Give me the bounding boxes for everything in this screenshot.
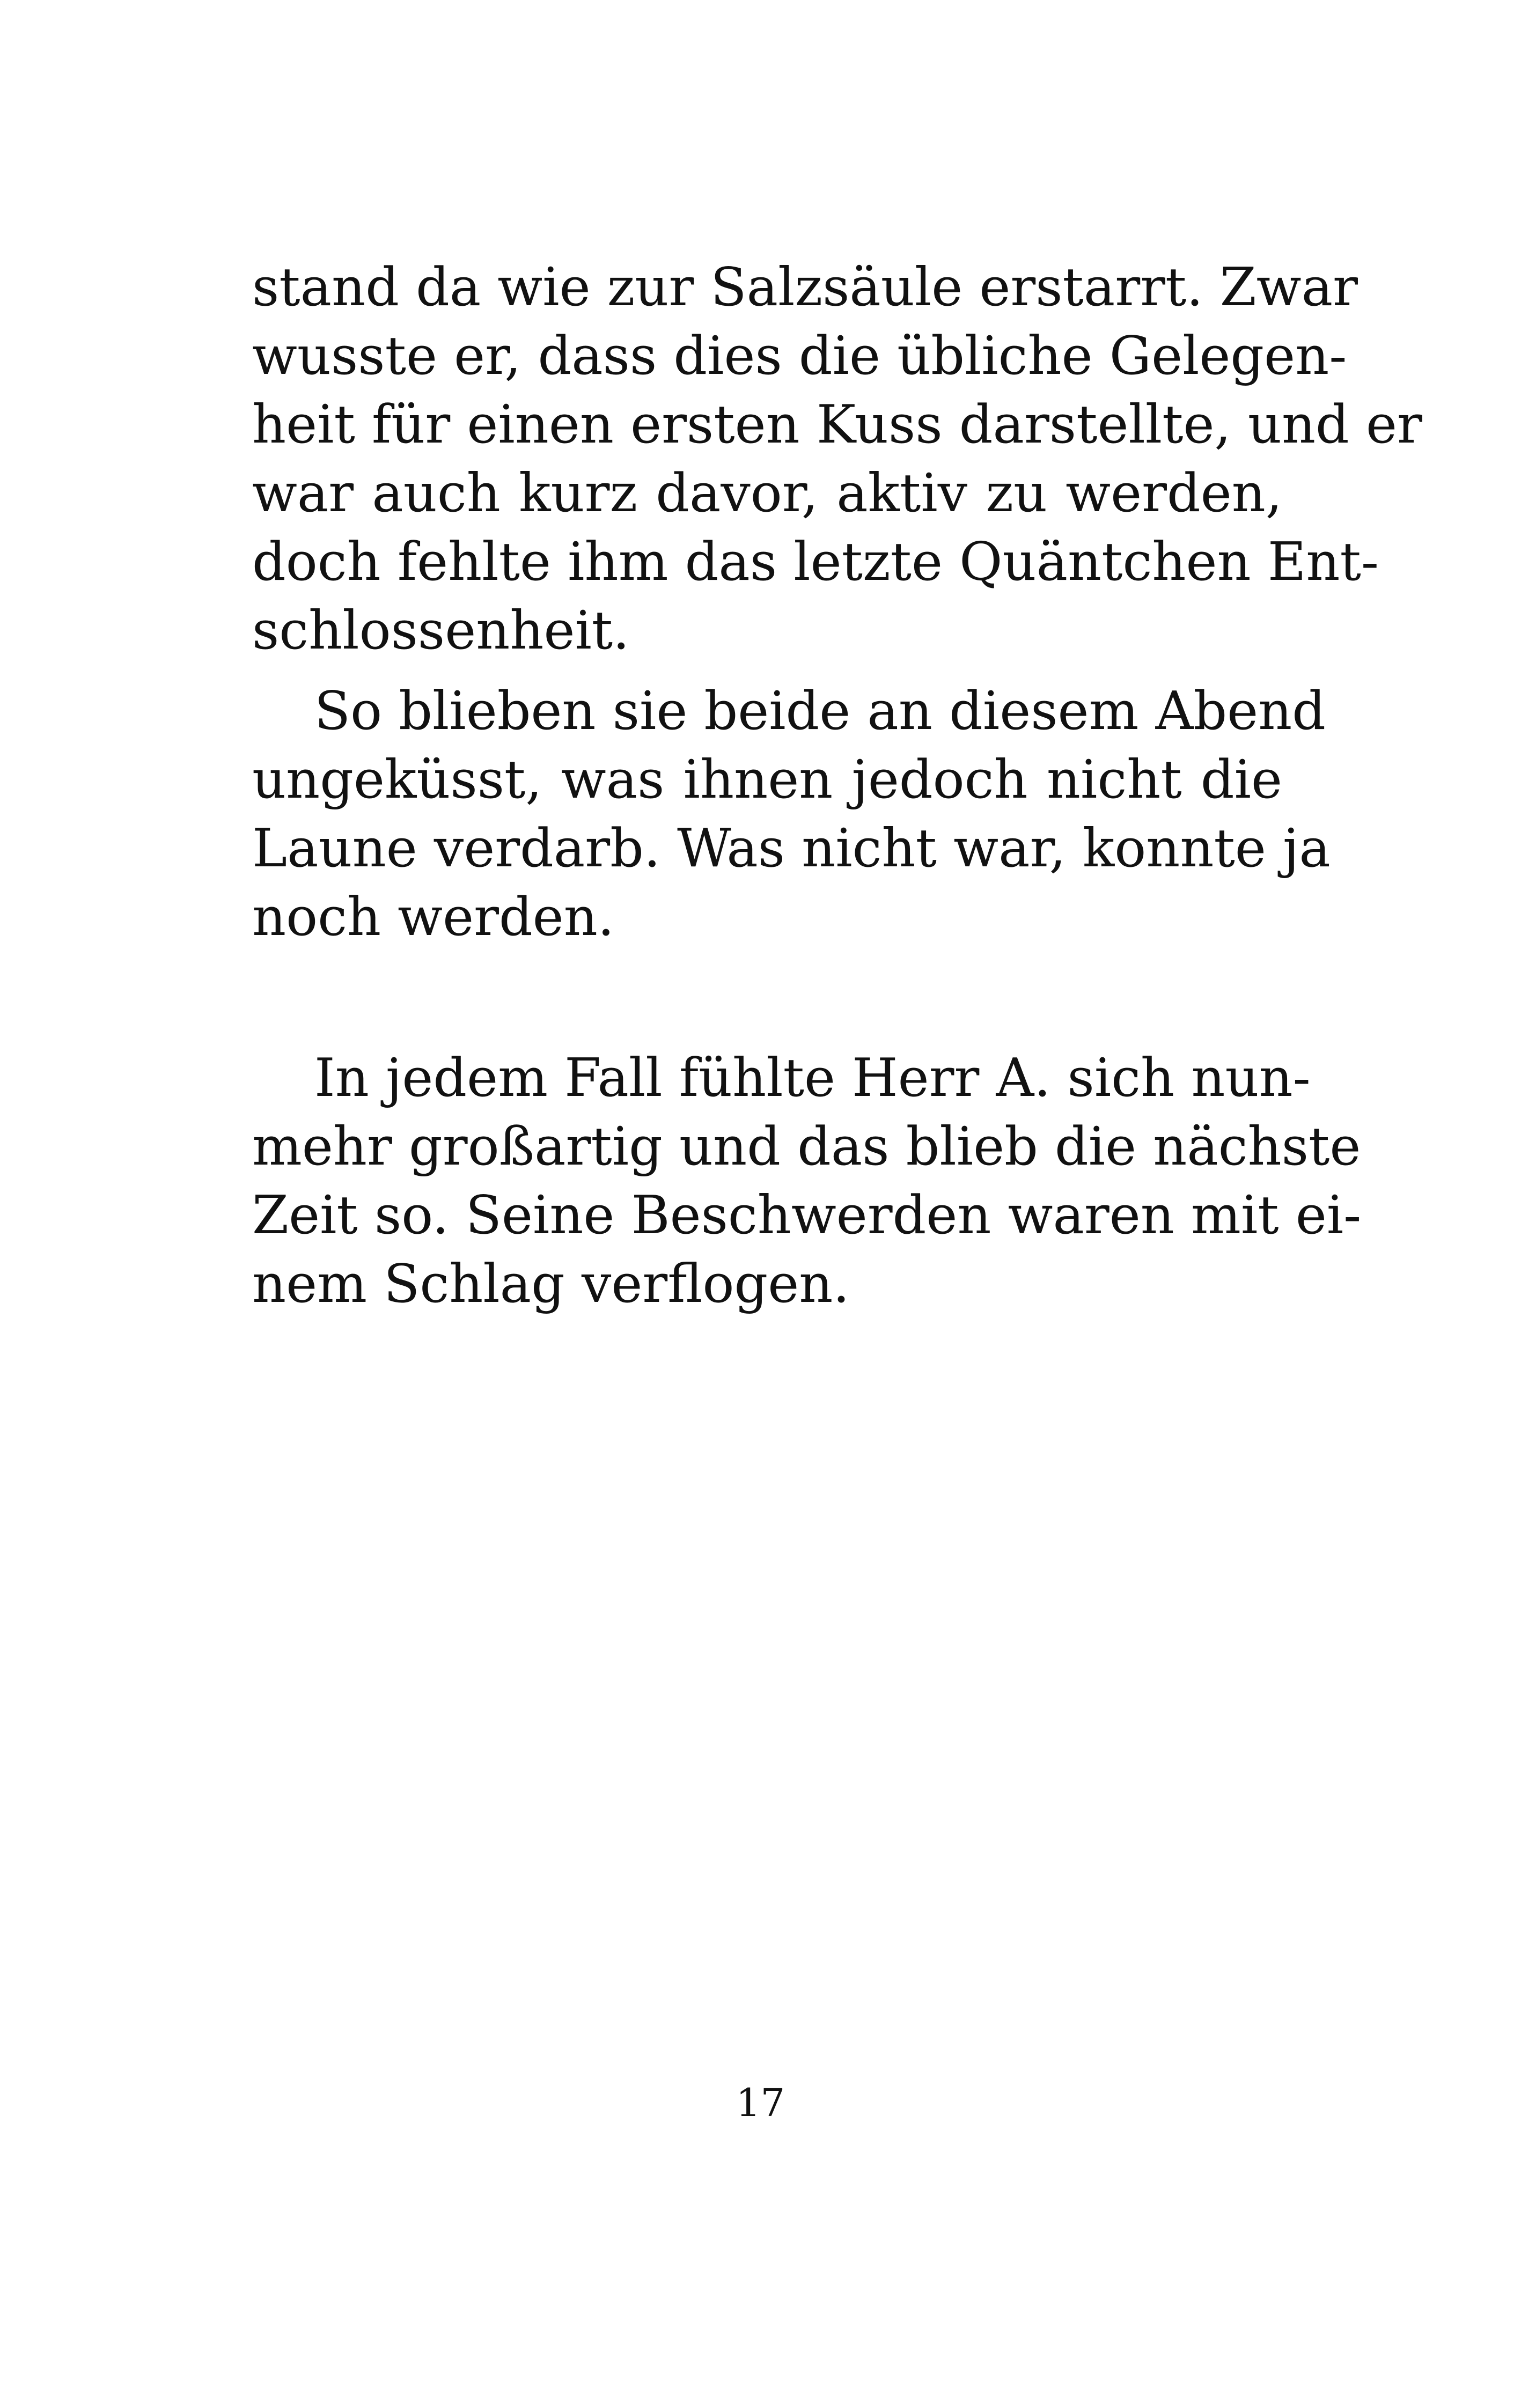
text-line: So blieben sie beide an diesem Abend — [314, 681, 1326, 742]
paragraph-1 — [252, 253, 1422, 665]
text-line: wusste er, dass dies die übliche Gelegen- — [252, 326, 1347, 387]
text-line: schlossenheit. — [252, 600, 630, 661]
text-line: doch fehlte ihm das letzte Quäntchen Ent- — [252, 532, 1379, 593]
text-line: Zeit so. Seine Beschwerden waren mit ei- — [252, 1185, 1362, 1246]
text-line: Laune verdarb. Was nicht war, konnte ja — [252, 818, 1331, 879]
text-line: nem Schlag verflogen. — [252, 1254, 850, 1315]
text-line: In jedem Fall fühlte Herr A. sich nun- — [314, 1048, 1311, 1109]
paragraph-3 — [252, 1044, 1362, 1319]
text-line: mehr großartig und das blieb die nächste — [252, 1116, 1361, 1177]
text-line: ungeküsst, was ihnen jedoch nicht die — [252, 749, 1282, 811]
text-line: noch werden. — [252, 887, 614, 948]
text-line: war auch kurz davor, aktiv zu werden, — [252, 463, 1282, 524]
text-line: stand da wie zur Salzsäule erstarrt. Zwar — [252, 257, 1358, 318]
text-line: heit für einen ersten Kuss darstellte, und er — [252, 394, 1422, 455]
page-number: 17 — [736, 2080, 785, 2125]
paragraph-2 — [252, 677, 1331, 952]
